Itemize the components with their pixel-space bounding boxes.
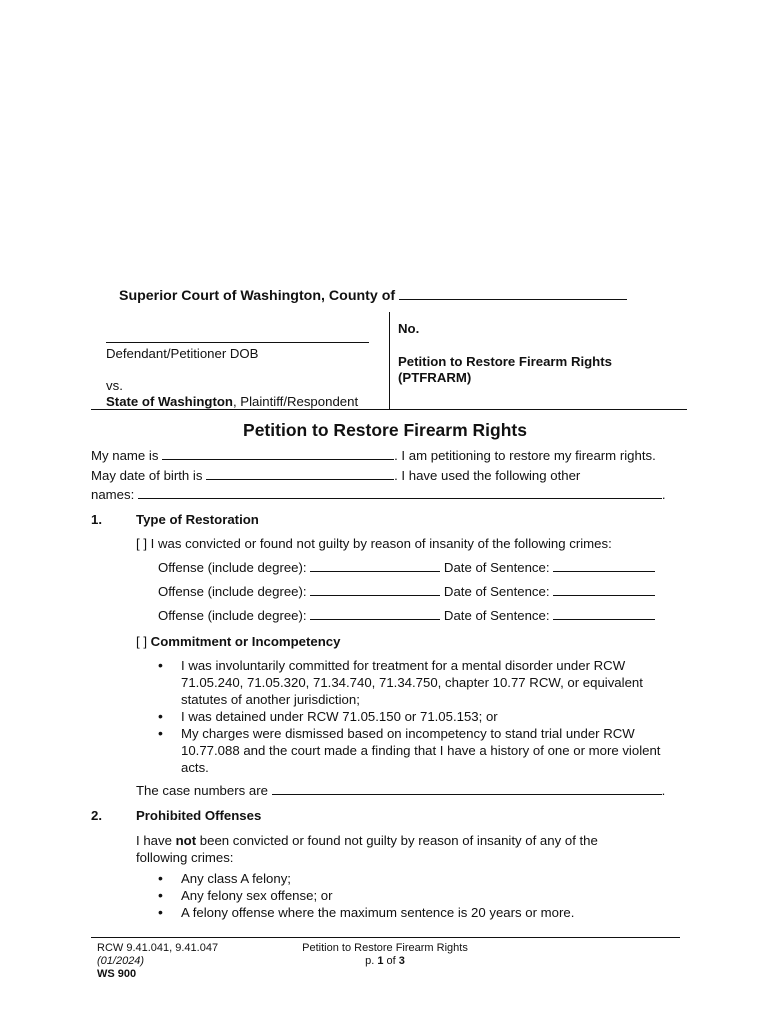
court-heading — [119, 288, 627, 304]
commitment-bullet-3: My charges were dismissed based on incompetency to stand trial under RCW 10.77.088 and the court made a finding that I have a history of one or more violent acts. — [181, 726, 661, 775]
date-label: Date of Sentence: — [443, 584, 550, 599]
convicted-checkbox[interactable]: [ ] — [136, 536, 147, 551]
offense-row-2 — [158, 584, 655, 599]
section2-text — [136, 832, 636, 866]
name-label: My name is — [91, 448, 159, 463]
bullet-icon: • — [158, 657, 163, 673]
vs-label: vs. — [106, 378, 123, 393]
footer-date: (01/2024) — [97, 955, 145, 967]
name-field[interactable] — [162, 459, 394, 460]
prohibited-bullet-3: A felony offense where the maximum sentence is 20 years or more. — [181, 905, 575, 920]
section2-number: 2. — [91, 808, 102, 823]
section1-heading: Type of Restoration — [136, 512, 259, 527]
caption-bottom-rule — [91, 409, 687, 410]
section1-number: 1. — [91, 512, 102, 527]
defendant-name-line[interactable] — [106, 342, 369, 343]
offense-field-3[interactable] — [310, 619, 440, 620]
offense-label: Offense (include degree): — [158, 584, 307, 599]
case-numbers-suffix: . — [661, 783, 666, 798]
date-field-1[interactable] — [553, 571, 655, 572]
prohibited-bullet-1: Any class A felony; — [181, 871, 291, 886]
commitment-checkbox[interactable]: [ ] — [136, 634, 147, 649]
section2-text-end: been convicted or found not guilty by reason of insanity of any of the following crimes: — [136, 833, 598, 865]
names-suffix: . — [661, 487, 666, 502]
dob-label: May date of birth is — [91, 468, 203, 483]
names-label: names: — [91, 487, 135, 502]
commitment-option — [136, 634, 340, 649]
bullet-icon: • — [158, 725, 163, 741]
footer-page-total: 3 — [398, 955, 405, 967]
footer-page — [270, 955, 500, 968]
date-label: Date of Sentence: — [443, 560, 550, 575]
prohibited-bullet-2: Any felony sex offense; or — [181, 888, 333, 903]
footer-title: Petition to Restore Firearm Rights — [302, 942, 468, 954]
case-numbers-label: The case numbers are — [136, 783, 268, 798]
case-numbers-field[interactable] — [272, 794, 662, 795]
offense-field-1[interactable] — [310, 571, 440, 572]
footer-form-number: WS 900 — [97, 968, 137, 980]
dob-field[interactable] — [206, 479, 394, 480]
case-numbers-row — [136, 783, 665, 798]
court-prefix: Superior Court of Washington, County of — [119, 288, 396, 304]
date-field-2[interactable] — [553, 595, 655, 596]
offense-label: Offense (include degree): — [158, 560, 307, 575]
offense-row-3 — [158, 608, 655, 623]
county-field[interactable] — [399, 299, 627, 300]
bullet-icon: • — [158, 887, 163, 903]
caption-doc-code: (PTFRARM) — [398, 370, 472, 385]
intro-dob-row — [91, 468, 580, 483]
defendant-label: Defendant/Petitioner DOB — [106, 346, 259, 361]
offense-label: Offense (include degree): — [158, 608, 307, 623]
footer-page-of: of — [383, 955, 399, 967]
bullet-icon: • — [158, 904, 163, 920]
state-name: State of Washington — [106, 394, 233, 409]
caption-doc-title: Petition to Restore Firearm Rights — [398, 354, 612, 369]
other-names-field[interactable] — [138, 498, 662, 499]
footer-page-number: 1 — [377, 955, 384, 967]
date-label: Date of Sentence: — [443, 608, 550, 623]
commitment-bullet-1: I was involuntarily committed for treatment for a mental disorder under RCW 71.05.240, 71.05.320, 71.34.740, 71.34.750, chapter 10.77 RCW, or equivalent statutes of another jurisdiction; — [181, 658, 643, 707]
intro-name-row — [91, 448, 656, 463]
commitment-bullet-2: I was detained under RCW 71.05.150 or 71.05.153; or — [181, 709, 498, 724]
dob-suffix: . I have used the following other — [394, 468, 581, 483]
plaintiff-line — [106, 394, 358, 409]
footer-rcw: RCW 9.41.041, 9.41.047 — [97, 942, 219, 954]
intro-names-row — [91, 487, 666, 502]
convicted-option — [136, 536, 612, 551]
footer-rule — [91, 937, 680, 938]
section2-text-emphasis: not — [175, 833, 197, 848]
section2-text-start: I have — [136, 833, 176, 848]
bullet-icon: • — [158, 870, 163, 886]
name-suffix: . I am petitioning to restore my firearm rights. — [394, 448, 656, 463]
offense-field-2[interactable] — [310, 595, 440, 596]
plaintiff-role: , Plaintiff/Respondent — [232, 394, 359, 409]
footer-left — [97, 942, 218, 981]
caption-divider — [389, 312, 390, 410]
date-field-3[interactable] — [553, 619, 655, 620]
section2-heading: Prohibited Offenses — [136, 808, 262, 823]
footer-center — [270, 942, 500, 968]
commitment-heading: Commitment or Incompetency — [150, 634, 341, 649]
footer-page-prefix: p. — [365, 955, 378, 967]
bullet-icon: • — [158, 708, 163, 724]
convicted-text: I was convicted or found not guilty by reason of insanity of the following crimes: — [150, 536, 612, 551]
case-no-label: No. — [398, 321, 420, 336]
page-title: Petition to Restore Firearm Rights — [243, 420, 527, 440]
offense-row-1 — [158, 560, 655, 575]
